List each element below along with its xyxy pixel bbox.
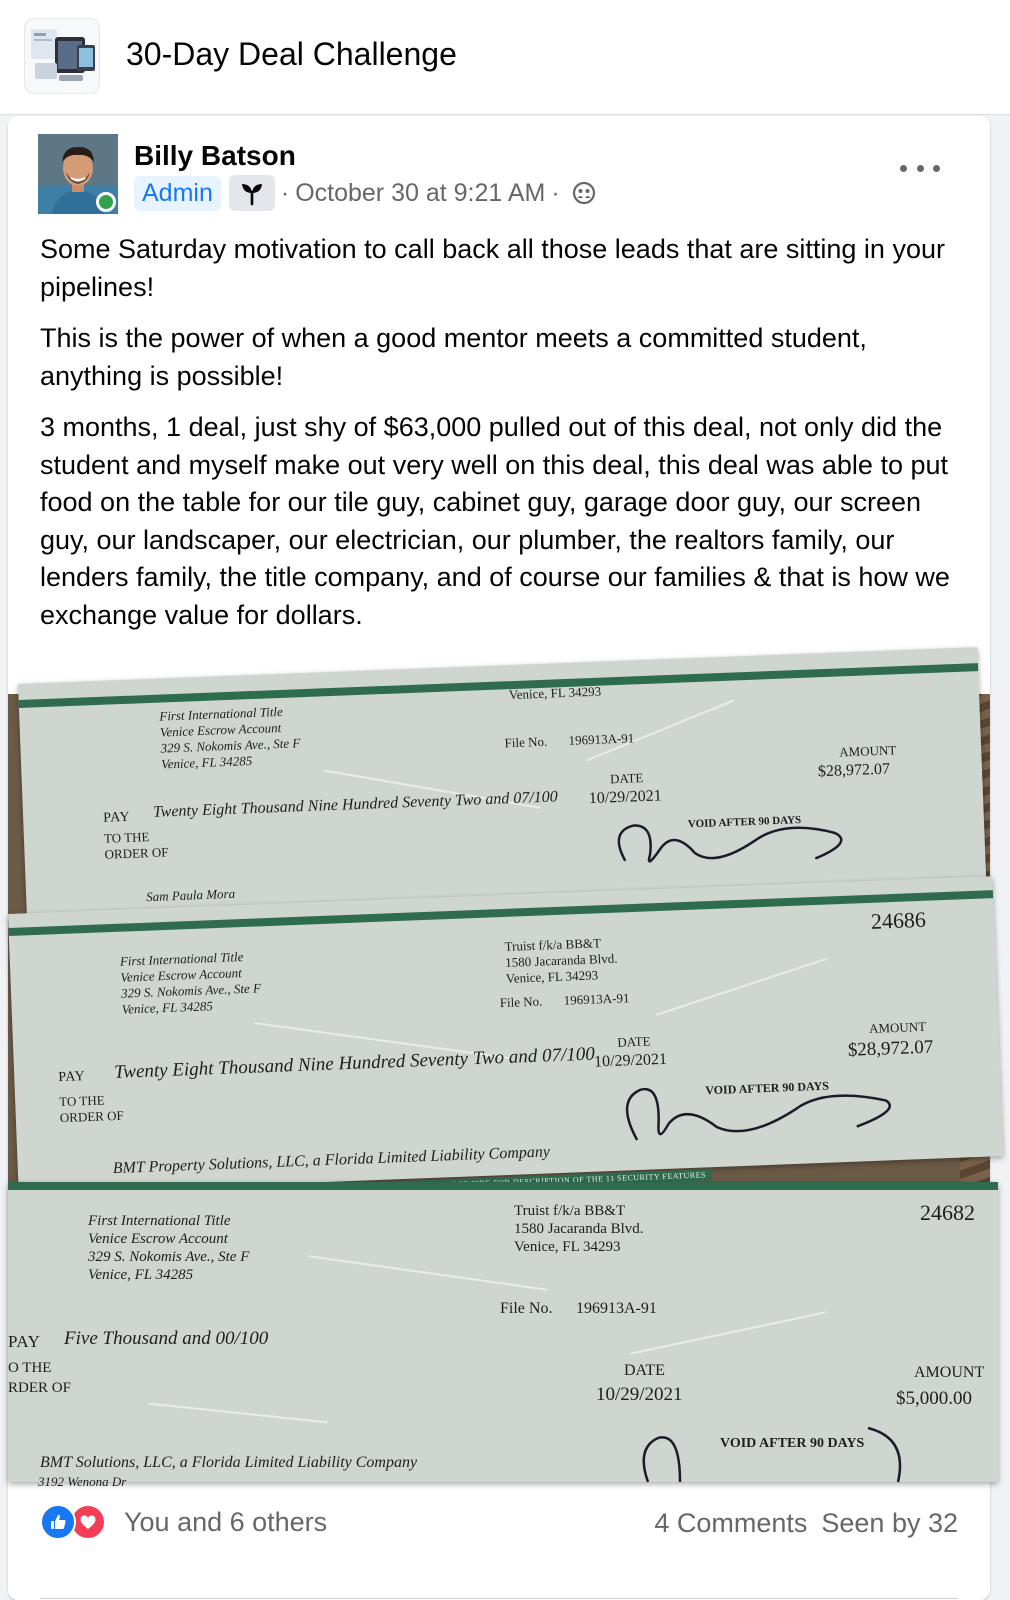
check-payer: First International Title Venice Escrow Account 329 S. Nokomis Ave., Ste F Venice, FL 34285 <box>119 949 262 1017</box>
post-footer <box>8 1480 990 1600</box>
check-amount: $28,972.07 <box>847 1036 934 1061</box>
check-bank: Truist f/k/a BB&T 1580 Jacaranda Blvd. Venice, FL 34293 <box>514 1203 644 1255</box>
post-photo[interactable] <box>8 683 990 1489</box>
check-order-label: O THE RDER OF <box>8 1360 71 1396</box>
post-paragraph: This is the power of when a good mentor meets a committed student, anything is possible! <box>40 323 867 391</box>
check-payer: First International Title Venice Escrow Account 329 S. Nokomis Ave., Ste F Venice, FL 34285 <box>159 703 301 772</box>
signature-image <box>603 802 865 882</box>
check-order-label: TO THE ORDER OF <box>58 1092 125 1126</box>
check-3 <box>8 1182 998 1489</box>
group-header <box>0 0 1010 115</box>
post-stats <box>654 1508 958 1539</box>
footer-divider <box>40 1598 958 1599</box>
group-audience-icon[interactable] <box>572 181 596 205</box>
signature-image <box>618 1408 938 1482</box>
reactions-summary[interactable] <box>40 1504 327 1540</box>
post-meta <box>134 174 596 212</box>
check-payee: BMT Solutions, LLC, a Florida Limited Liability Company <box>40 1454 418 1471</box>
check-amount-label: AMOUNT <box>914 1364 985 1381</box>
check-amount-words: Five Thousand and 00/100 <box>64 1328 269 1349</box>
check-amount: $28,972.07 <box>817 760 891 781</box>
post-timestamp[interactable]: October 30 at 9:21 AM <box>295 178 546 207</box>
check-amount-label: AMOUNT <box>838 742 897 760</box>
check-file-label: File No. <box>499 993 543 1011</box>
check-number: 24686 <box>870 906 927 934</box>
check-date: 10/29/2021 <box>593 1050 668 1071</box>
check-payee: Sam Paula Mora <box>145 885 236 905</box>
post-card <box>8 116 990 1600</box>
group-thumbnail[interactable] <box>24 18 100 94</box>
seen-by-count[interactable]: Seen by 32 <box>821 1508 958 1538</box>
check-amount-label: AMOUNT <box>868 1018 927 1037</box>
check-payer: First International Title Venice Escrow Account 329 S. Nokomis Ave., Ste F Venice, FL 34285 <box>88 1213 250 1283</box>
check-pay-label: PAY <box>8 1332 41 1351</box>
check-date-label: DATE <box>609 770 644 787</box>
check-pay-label: PAY <box>58 1069 86 1086</box>
author-name[interactable]: Billy Batson <box>134 140 296 171</box>
check-bank-city: Venice, FL 34293 <box>508 683 602 703</box>
check-bank: Truist f/k/a BB&T 1580 Jacaranda Blvd. Venice, FL 34293 <box>504 935 618 986</box>
check-amount: $5,000.00 <box>896 1388 972 1409</box>
check-file-number: 196913A-91 <box>568 730 635 748</box>
check-file-number: 196913A-91 <box>563 990 630 1008</box>
check-date-label: DATE <box>617 1033 651 1050</box>
check-date-label: DATE <box>624 1362 665 1379</box>
meta-separator: · <box>280 178 290 207</box>
check-file-label: File No. <box>500 1300 553 1317</box>
reactions-label[interactable]: You and 6 others <box>124 1506 328 1537</box>
check-payee: BMT Property Solutions, LLC, a Florida Limited Liability Company <box>112 1143 551 1178</box>
check-void-note: VOID AFTER 90 DAYS <box>720 1436 865 1451</box>
check-void-note: VOID AFTER 90 DAYS <box>687 814 802 831</box>
sprout-icon[interactable] <box>229 175 275 211</box>
check-pay-label: PAY <box>102 809 131 826</box>
comments-count[interactable]: 4 Comments <box>654 1508 808 1538</box>
check-file-label: File No. <box>504 733 548 751</box>
check-file-number: 196913A-91 <box>576 1300 657 1317</box>
post-paragraph: Some Saturday motivation to call back all those leads that are sitting in your pipelines! <box>40 234 945 302</box>
check-amount-words: Twenty Eight Thousand Nine Hundred Seventy Two and 07/100 <box>113 1043 596 1084</box>
check-order-label: TO THE ORDER OF <box>103 829 169 862</box>
more-options-icon[interactable] <box>900 156 940 180</box>
post-body <box>40 231 970 648</box>
admin-badge[interactable]: Admin <box>134 176 221 211</box>
group-cover-image <box>25 19 101 95</box>
online-status-dot <box>96 192 116 212</box>
check-2 <box>8 876 1003 1194</box>
check-number: 24682 <box>920 1200 975 1225</box>
post-paragraph: 3 months, 1 deal, just shy of $63,000 pulled out of this deal, not only did the student and myself make out very well on this deal, this deal was able to put food on the table for our tile guy, cabinet guy, garage door guy, our screen guy, our landscaper, our electrician, our plumber, the realtors family, our lenders family, the title company, and of course our families & that is how we exchange value for dollars. <box>40 412 950 630</box>
check-amount-words: Twenty Eight Thousand Nine Hundred Seventy Two and 07/100 <box>152 788 559 821</box>
check-date: 10/29/2021 <box>588 787 662 808</box>
check-void-note: VOID AFTER 90 DAYS <box>705 1078 830 1098</box>
group-title[interactable]: 30-Day Deal Challenge <box>126 36 457 72</box>
check-payee-address: 3192 Wenona Dr <box>38 1474 127 1489</box>
signature-image <box>604 1060 907 1151</box>
like-icon <box>40 1504 76 1540</box>
check-date: 10/29/2021 <box>596 1384 683 1405</box>
meta-separator: · <box>551 178 560 207</box>
